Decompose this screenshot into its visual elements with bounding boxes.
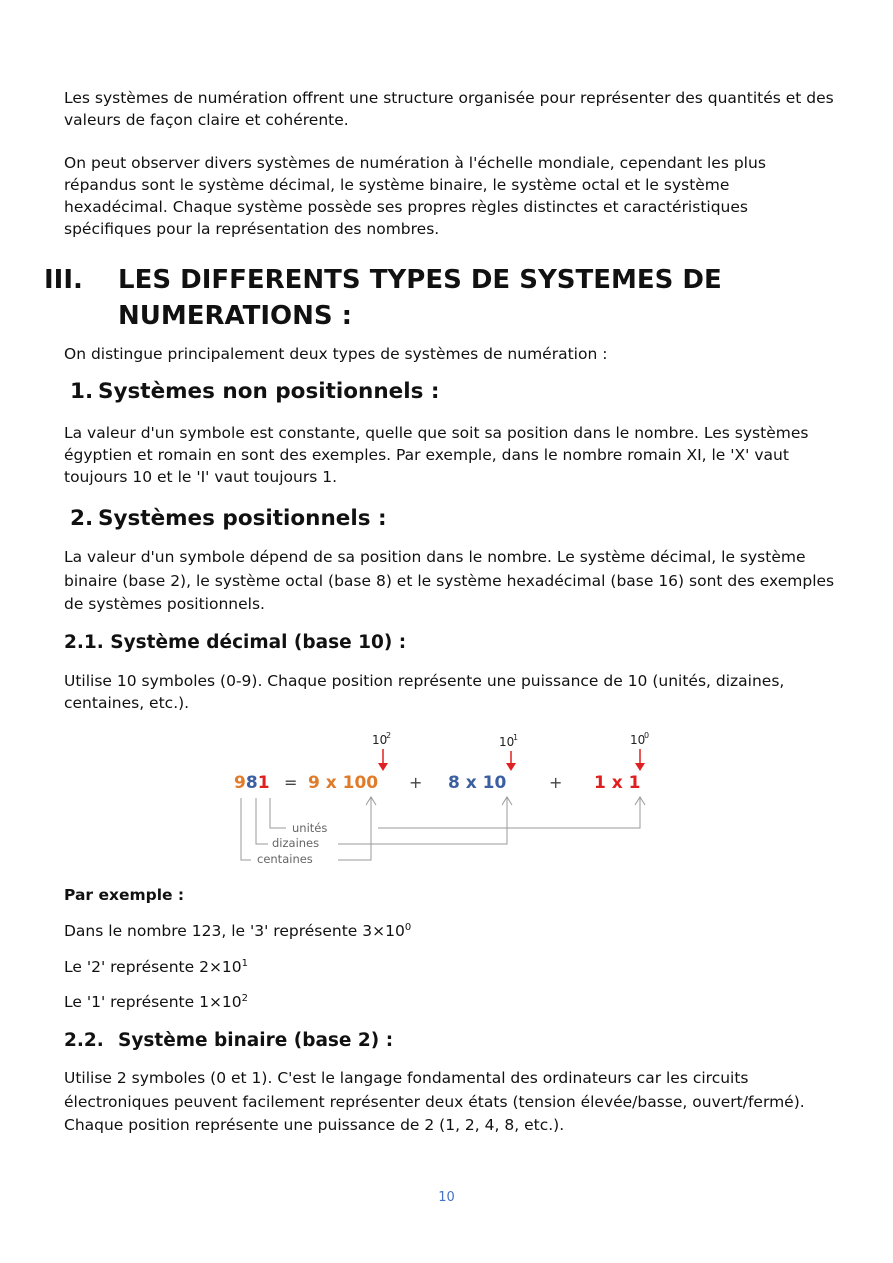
plus-sign-2: + <box>549 773 563 792</box>
connector-hundreds <box>241 798 251 860</box>
subsection-2-title: Systèmes positionnels : <box>98 506 387 531</box>
subsection-2-1-title: 2.1. Système décimal (base 10) : <box>64 632 407 653</box>
subsection-1-text: La valeur d'un symbole est constante, quelle que soit sa position dans le nombre. Les systèmes égyptien et romain en sont des exemples. Par exemple, dans le nombre romain XI, le 'X' vaut toujours 10 et le 'I' vaut toujours 1. <box>64 424 809 486</box>
svg-text:10: 10 <box>499 735 515 749</box>
subsection-2-2-heading <box>64 1028 393 1054</box>
svg-text:1: 1 <box>513 733 519 742</box>
number-981: 981 <box>234 773 270 793</box>
power-10-0 <box>630 731 649 747</box>
subsection-1-title: Systèmes non positionnels : <box>98 379 440 404</box>
intro-paragraph-2: On peut observer divers systèmes de numération à l'échelle mondiale, cependant les plus répandus sont le système décimal, le système binaire, le système octal et le système hexadécimal. Chaque système possède ses propres règles distinctes et caractéristiques spécifiques pour la représentation des nombres. <box>64 154 766 238</box>
power-10-2 <box>372 731 391 747</box>
term-units: 1 x 1 <box>594 773 641 793</box>
term-hundreds: 9 x 100 <box>308 773 379 793</box>
subsection-2-2-text: Utilise 2 symboles (0 et 1). C'est le langage fondamental des ordinateurs car les circuits électroniques peuvent facilement représenter deux états (tension élevée/basse, ouvert/fermé). Chaque position représente une puissance de 2 (1, 2, 4, 8, etc.). <box>64 1069 805 1134</box>
section-number: III. <box>44 265 83 295</box>
example-line-3: Le '1' représente $1\times 10^2$ <box>64 993 249 1011</box>
subsection-2-2-title: Système binaire (base 2) : <box>118 1030 394 1051</box>
subsection-2-1-text: Utilise 10 symboles (0-9). Chaque position représente une puissance de 10 (unités, dizaines, centaines, etc.). <box>64 672 785 712</box>
label-hundreds: centaines <box>257 852 313 866</box>
example-line-2: Le '2' représente $2\times 10^1$ <box>64 958 249 976</box>
subsection-2-text: La valeur d'un symbole dépend de sa position dans le nombre. Le système décimal, le système binaire (base 2), le système octal (base 8) et le système hexadécimal (base 16) sont des exemples de systèmes positionnels. <box>64 548 835 613</box>
svg-text:10: 10 <box>630 733 646 747</box>
example-line-1: Dans le nombre 123, le '3' représente $3\times 10^0$ <box>64 922 412 940</box>
label-tens: dizaines <box>272 836 320 850</box>
section-title: LES DIFFERENTS TYPES DE SYSTEMES DE NUMERATIONS : <box>118 265 722 331</box>
intro-paragraph-1: Les systèmes de numération offrent une structure organisée pour représenter des quantités et des valeurs de façon claire et cohérente. <box>64 89 834 129</box>
term-tens: 8 x 10 <box>448 773 507 793</box>
connector-units <box>270 798 286 828</box>
connector-tens <box>256 798 268 844</box>
example-heading: Par exemple : <box>64 886 185 904</box>
subsection-1-number: 1. <box>70 379 94 404</box>
subsection-2-2-number: 2.2. <box>64 1030 104 1051</box>
plus-sign-1: + <box>409 773 423 792</box>
subsection-2-number: 2. <box>70 506 94 531</box>
power-10-1 <box>499 733 518 749</box>
svg-text:0: 0 <box>644 731 650 740</box>
label-units: unités <box>292 821 328 835</box>
svg-text:10: 10 <box>372 733 388 747</box>
section-intro: On distingue principalement deux types de systèmes de numération : <box>64 345 608 363</box>
equals-sign: = <box>284 773 298 792</box>
page-number: 10 <box>438 1190 455 1205</box>
svg-text:2: 2 <box>386 731 392 740</box>
